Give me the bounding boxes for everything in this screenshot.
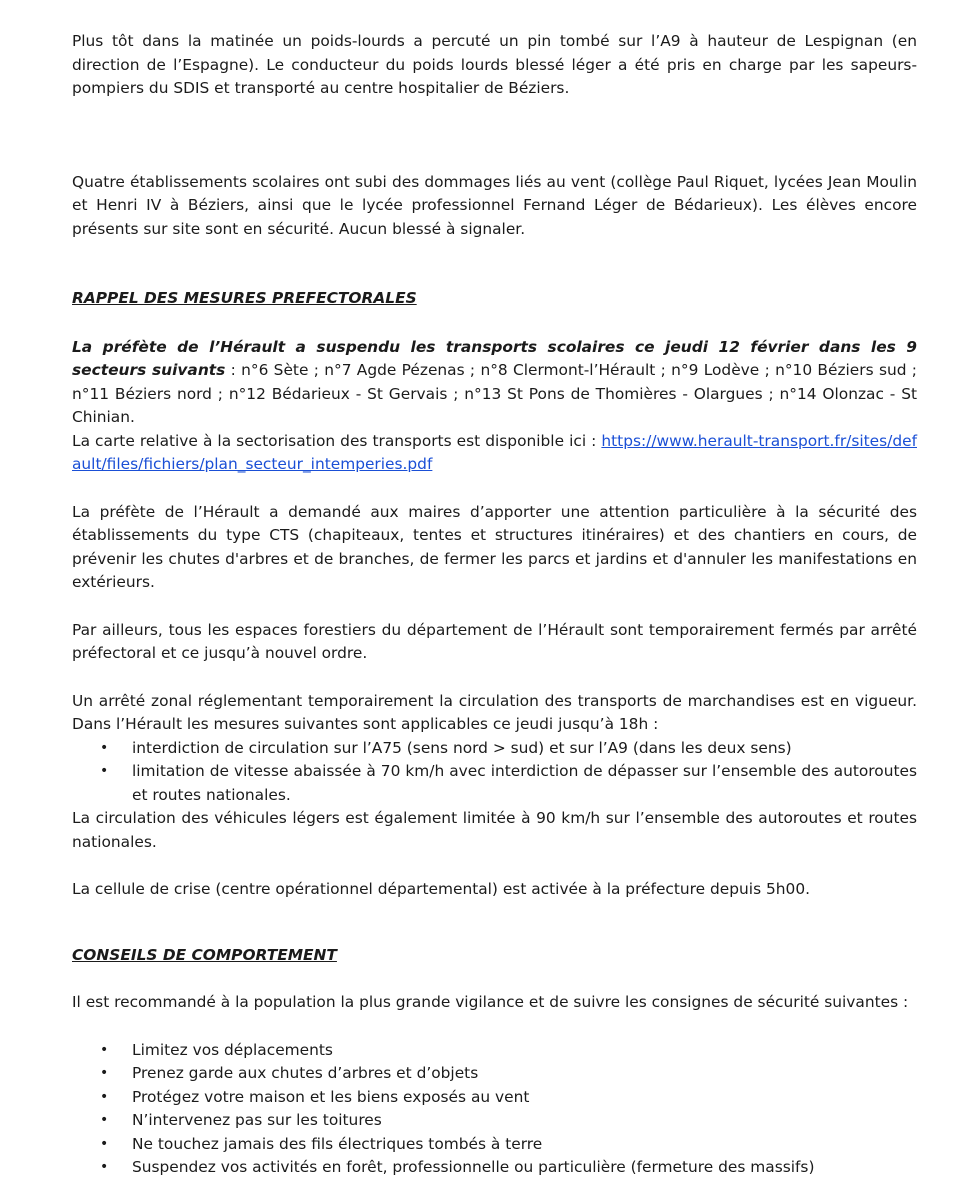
- bullet-icon: •: [100, 1088, 109, 1105]
- paragraph-arrete-zonal: Un arrêté zonal réglementant temporairement la circulation des transports de marchandises est en vigueur. Dans l’Hérault les mesures suivantes sont applicables ce jeudi jusqu’à 18h :: [72, 691, 917, 733]
- list-item: • Limitez vos déplacements: [72, 1039, 917, 1063]
- bullet-icon: •: [100, 1112, 109, 1128]
- list-item: • N’intervenez pas sur les toitures: [72, 1109, 917, 1133]
- bullet-icon: •: [100, 1135, 109, 1152]
- bullet-icon: •: [100, 1065, 109, 1081]
- paragraph-transports-scolaires: [72, 336, 917, 430]
- paragraph-cellule-crise: La cellule de crise (centre opérationnel départemental) est activée à la préfecture depuis 5h00.: [72, 880, 810, 898]
- list-item: • Suspendez vos activités en forêt, professionnelle ou particulière (fermeture des massifs): [72, 1156, 917, 1180]
- paragraph-forets: Par ailleurs, tous les espaces forestiers du département de l’Hérault sont temporairement fermés par arrêté préfectoral et ce jusqu’à nouvel ordre.: [72, 620, 917, 662]
- heading-conseils: CONSEILS DE COMPORTEMENT: [72, 945, 337, 964]
- bullet-icon: •: [100, 763, 109, 779]
- map-link[interactable]: https://www.herault-transport.fr/sites/default/files/fichiers/plan_secteur_intemperies.pdf: [72, 431, 917, 473]
- paragraph-map: [72, 430, 917, 477]
- paragraph-conseils-intro: Il est recommandé à la population la plus grande vigilance et de suivre les consignes de sécurité suivantes :: [72, 993, 909, 1011]
- bullet-icon: •: [100, 1041, 109, 1058]
- sectors-list-text: : n°6 Sète ; n°7 Agde Pézenas ; n°8 Clermont-l’Hérault ; n°9 Lodève ; n°10 Béziers sud ; n°11 Béziers nord ; n°12 Bédarieux - St Gervais ; n°13 St Pons de Thomières - Olargues ; n°14 Olonzac - St Chinian.: [72, 361, 917, 426]
- document-page: [72, 30, 917, 1180]
- bullet-icon: •: [100, 1159, 109, 1175]
- map-text: La carte relative à la sectorisation des transports est disponible ici :: [72, 431, 602, 450]
- conseils-list: [72, 1039, 917, 1180]
- paragraph-maires: La préfète de l’Hérault a demandé aux maires d’apporter une attention particulière à la sécurité des établissements du type CTS (chapiteaux, tentes et structures itinéraires) et des chantiers en cours, de prévenir les chutes d'arbres et de branches, de fermer les parcs et jardins et d'annuler les manifestations en extérieurs.: [72, 502, 917, 591]
- list-item: • interdiction de circulation sur l’A75 (sens nord > sud) et sur l’A9 (dans les deux sens): [72, 737, 917, 761]
- list-item: • limitation de vitesse abaissée à 70 km/h avec interdiction de dépasser sur l’ensemble des autoroutes et routes nationales.: [100, 762, 917, 804]
- lead-transports-suspendus: La préfète de l’Hérault a suspendu les transports scolaires ce jeudi 12 février dans les 9 secteurs suivants: [72, 337, 917, 379]
- heading-rappel-mesures: RAPPEL DES MESURES PREFECTORALES: [72, 289, 417, 307]
- arrete-measures-list: [72, 737, 917, 808]
- list-item: • Protégez votre maison et les biens exposés au vent: [72, 1086, 917, 1110]
- paragraph-vehicules-legers: La circulation des véhicules légers est également limitée à 90 km/h sur l’ensemble des autoroutes et routes nationales.: [72, 809, 917, 851]
- paragraph-accident: Plus tôt dans la matinée un poids-lourds a percuté un pin tombé sur l’A9 à hauteur de Lespignan (en direction de l’Espagne). Le conducteur du poids lourds blessé léger a été pris en charge par les sapeurs-pompiers du SDIS et transporté au centre hospitalier de Béziers.: [72, 32, 917, 97]
- list-item: • Ne touchez jamais des fils électriques tombés à terre: [72, 1133, 917, 1157]
- list-item: • Prenez garde aux chutes d’arbres et d’objets: [72, 1062, 917, 1086]
- paragraph-schools: Quatre établissements scolaires ont subi des dommages liés au vent (collège Paul Riquet, lycées Jean Moulin et Henri IV à Béziers, ainsi que le lycée professionnel Fernand Léger de Bédarieux). Les élèves encore présents sur site sont en sécurité. Aucun blessé à signaler.: [72, 172, 917, 238]
- bullet-icon: •: [100, 739, 109, 756]
